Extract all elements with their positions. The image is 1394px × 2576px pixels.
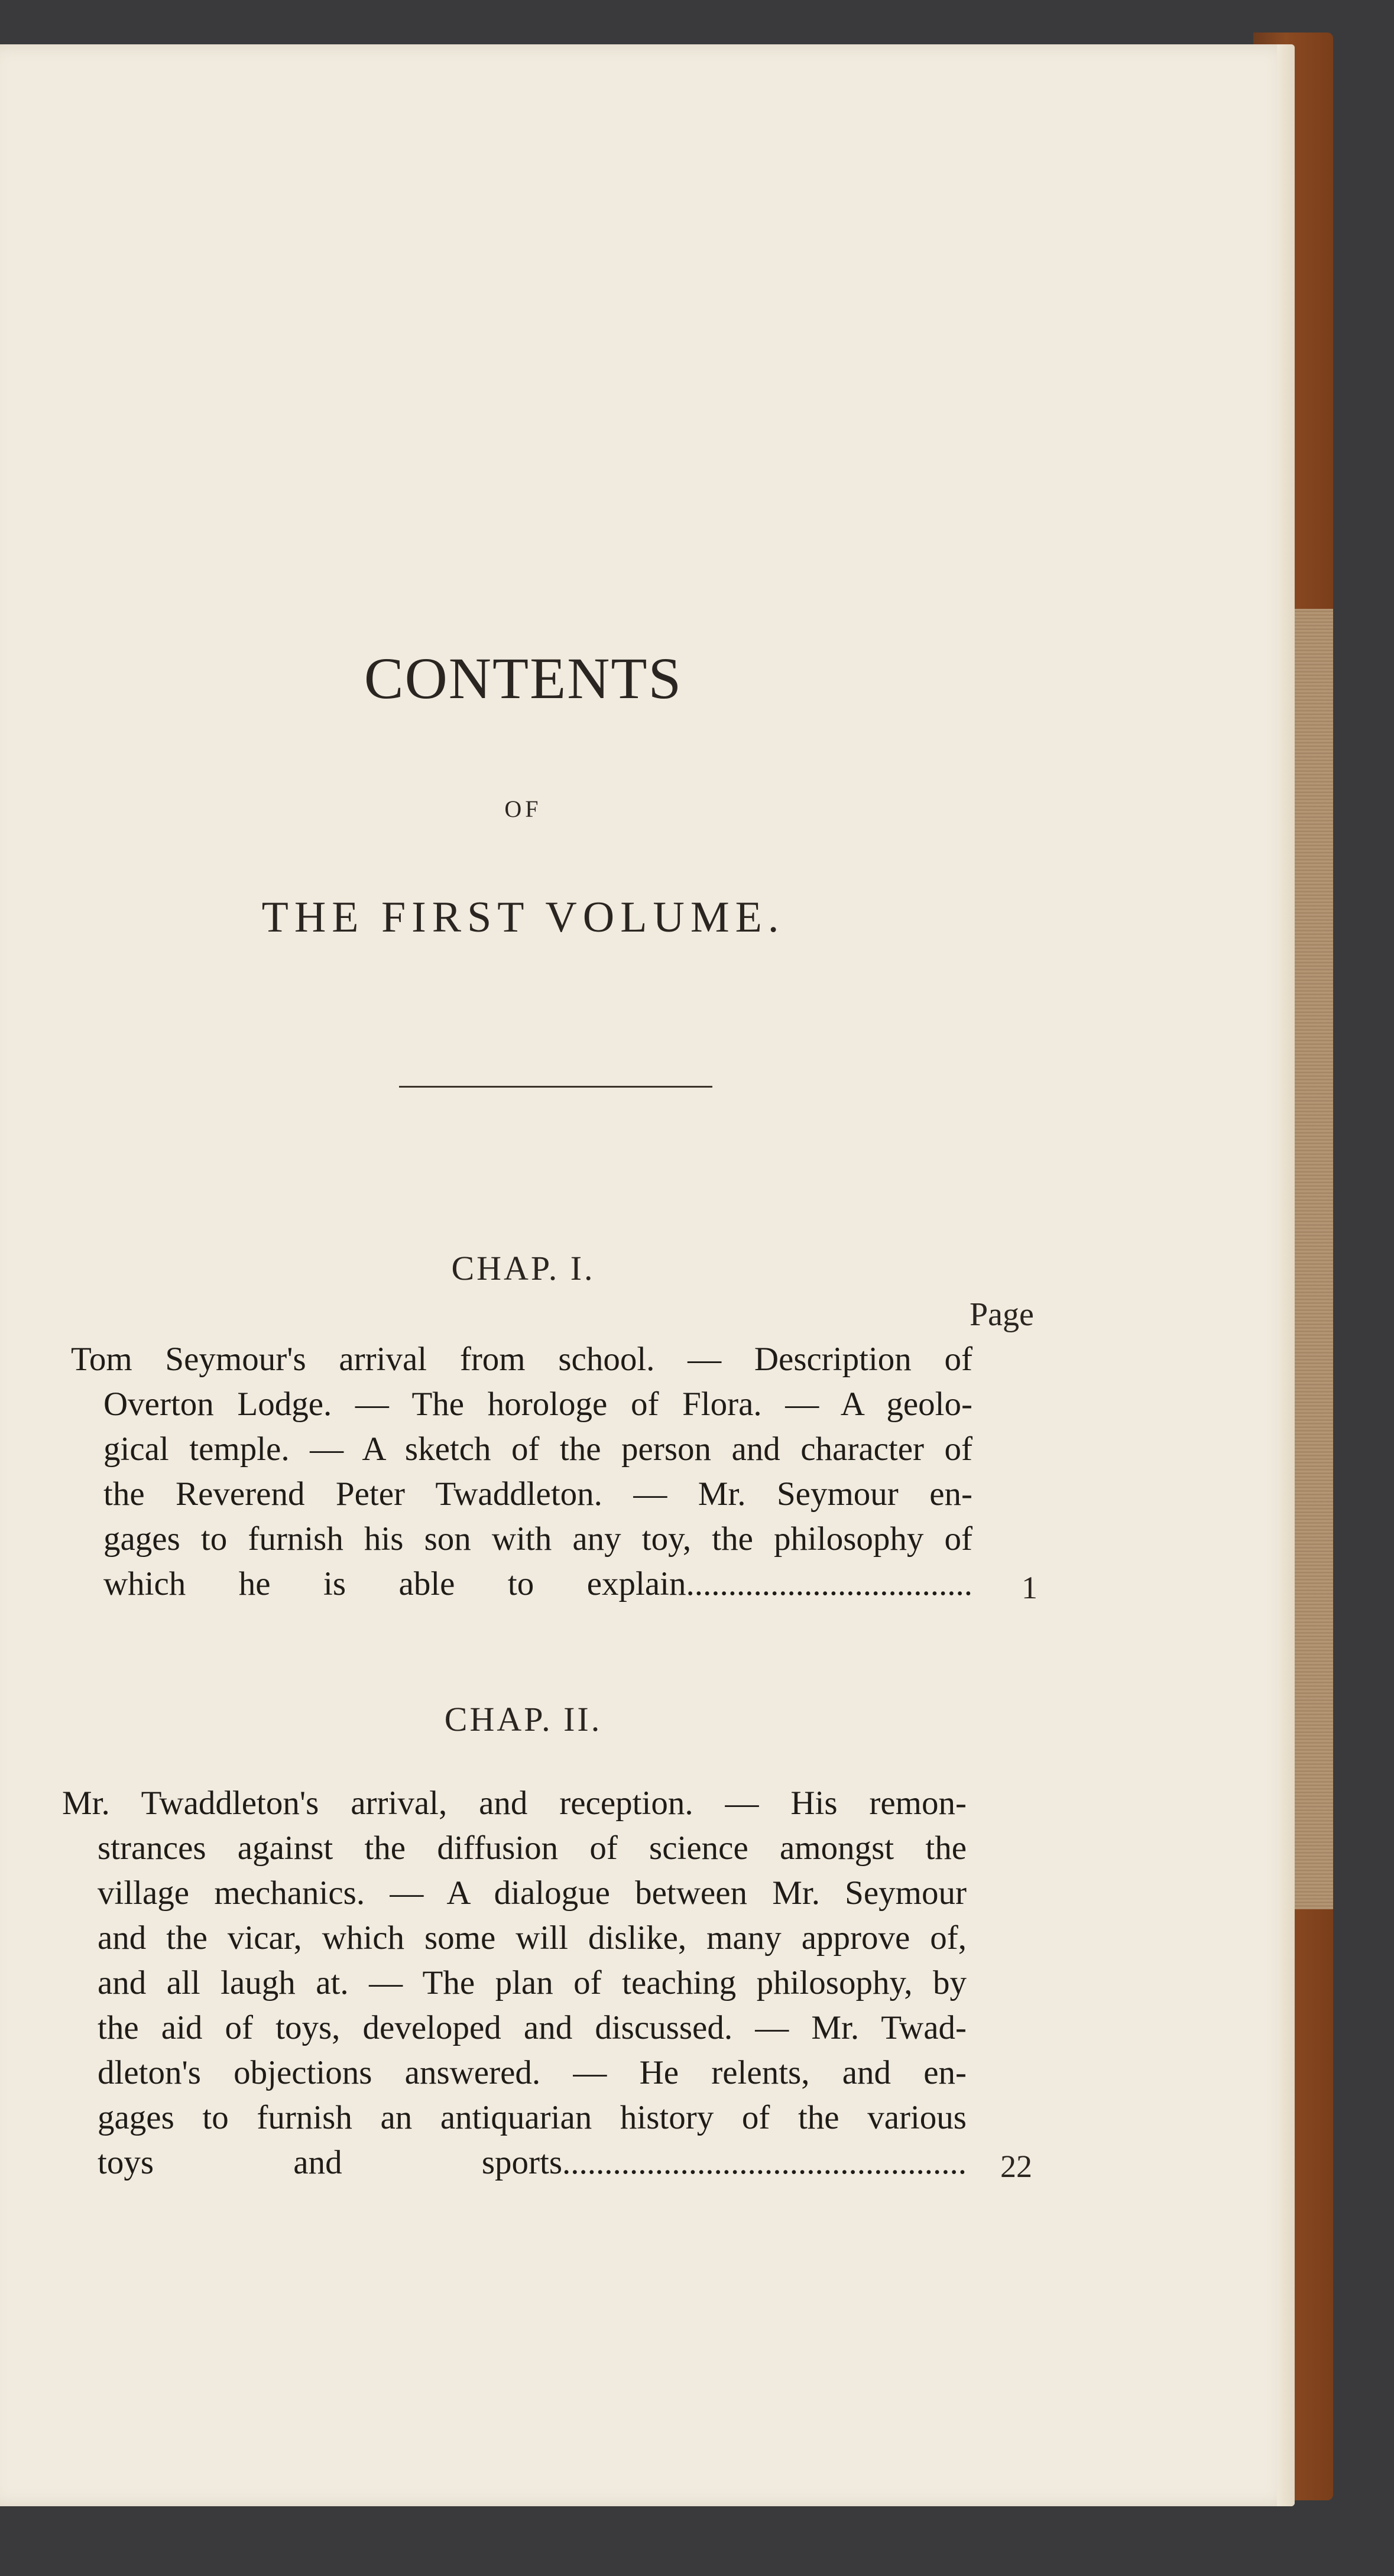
summary-line: Mr. Twaddleton's arrival, and reception. — His remon-: [62, 1785, 967, 1822]
title-rule: [399, 1086, 712, 1088]
summary-line: and all laugh at. — The plan of teaching philosophy, by: [98, 1964, 967, 2001]
binding-cloth-spine: [1289, 609, 1333, 1909]
summary-line: gical temple. — A sketch of the person and character of: [103, 1430, 972, 1468]
summary-line: strances against the diffusion of science amongst the: [98, 1829, 967, 1867]
chapter-1-heading: CHAP. I.: [451, 1249, 595, 1287]
summary-line: Tom Seymour's arrival from school. — Description of: [71, 1341, 972, 1378]
page-column-label: Page: [970, 1296, 1034, 1333]
contents-of-label: OF: [504, 796, 542, 822]
page-edge: [1277, 44, 1295, 2506]
summary-line: and the vicar, which some will dislike, many approve of,: [98, 1919, 967, 1957]
chapter-1-page-number: 1: [1022, 1570, 1038, 1605]
summary-line: the aid of toys, developed and discussed. — Mr. Twad-: [98, 2009, 967, 2046]
summary-line-with-leader: toys and sports................................................: [98, 2144, 967, 2181]
chapter-2-heading: CHAP. II.: [444, 1700, 602, 1738]
summary-line: gages to furnish his son with any toy, the philosophy of: [103, 1520, 972, 1558]
chapter-2-page-number: 22: [1000, 2149, 1032, 2184]
contents-title: CONTENTS: [364, 645, 683, 711]
summary-line: village mechanics. — A dialogue between Mr. Seymour: [98, 1874, 967, 1912]
volume-title: THE FIRST VOLUME.: [261, 893, 785, 942]
summary-line: the Reverend Peter Twaddleton. — Mr. Seymour en-: [103, 1475, 972, 1513]
summary-line-with-leader: which he is able to explain..................................: [103, 1565, 972, 1602]
summary-line: dleton's objections answered. — He relents, and en-: [98, 2054, 967, 2091]
summary-line: Overton Lodge. — The horologe of Flora. — A geolo-: [103, 1386, 972, 1423]
summary-line: gages to furnish an antiquarian history of the various: [98, 2099, 967, 2136]
